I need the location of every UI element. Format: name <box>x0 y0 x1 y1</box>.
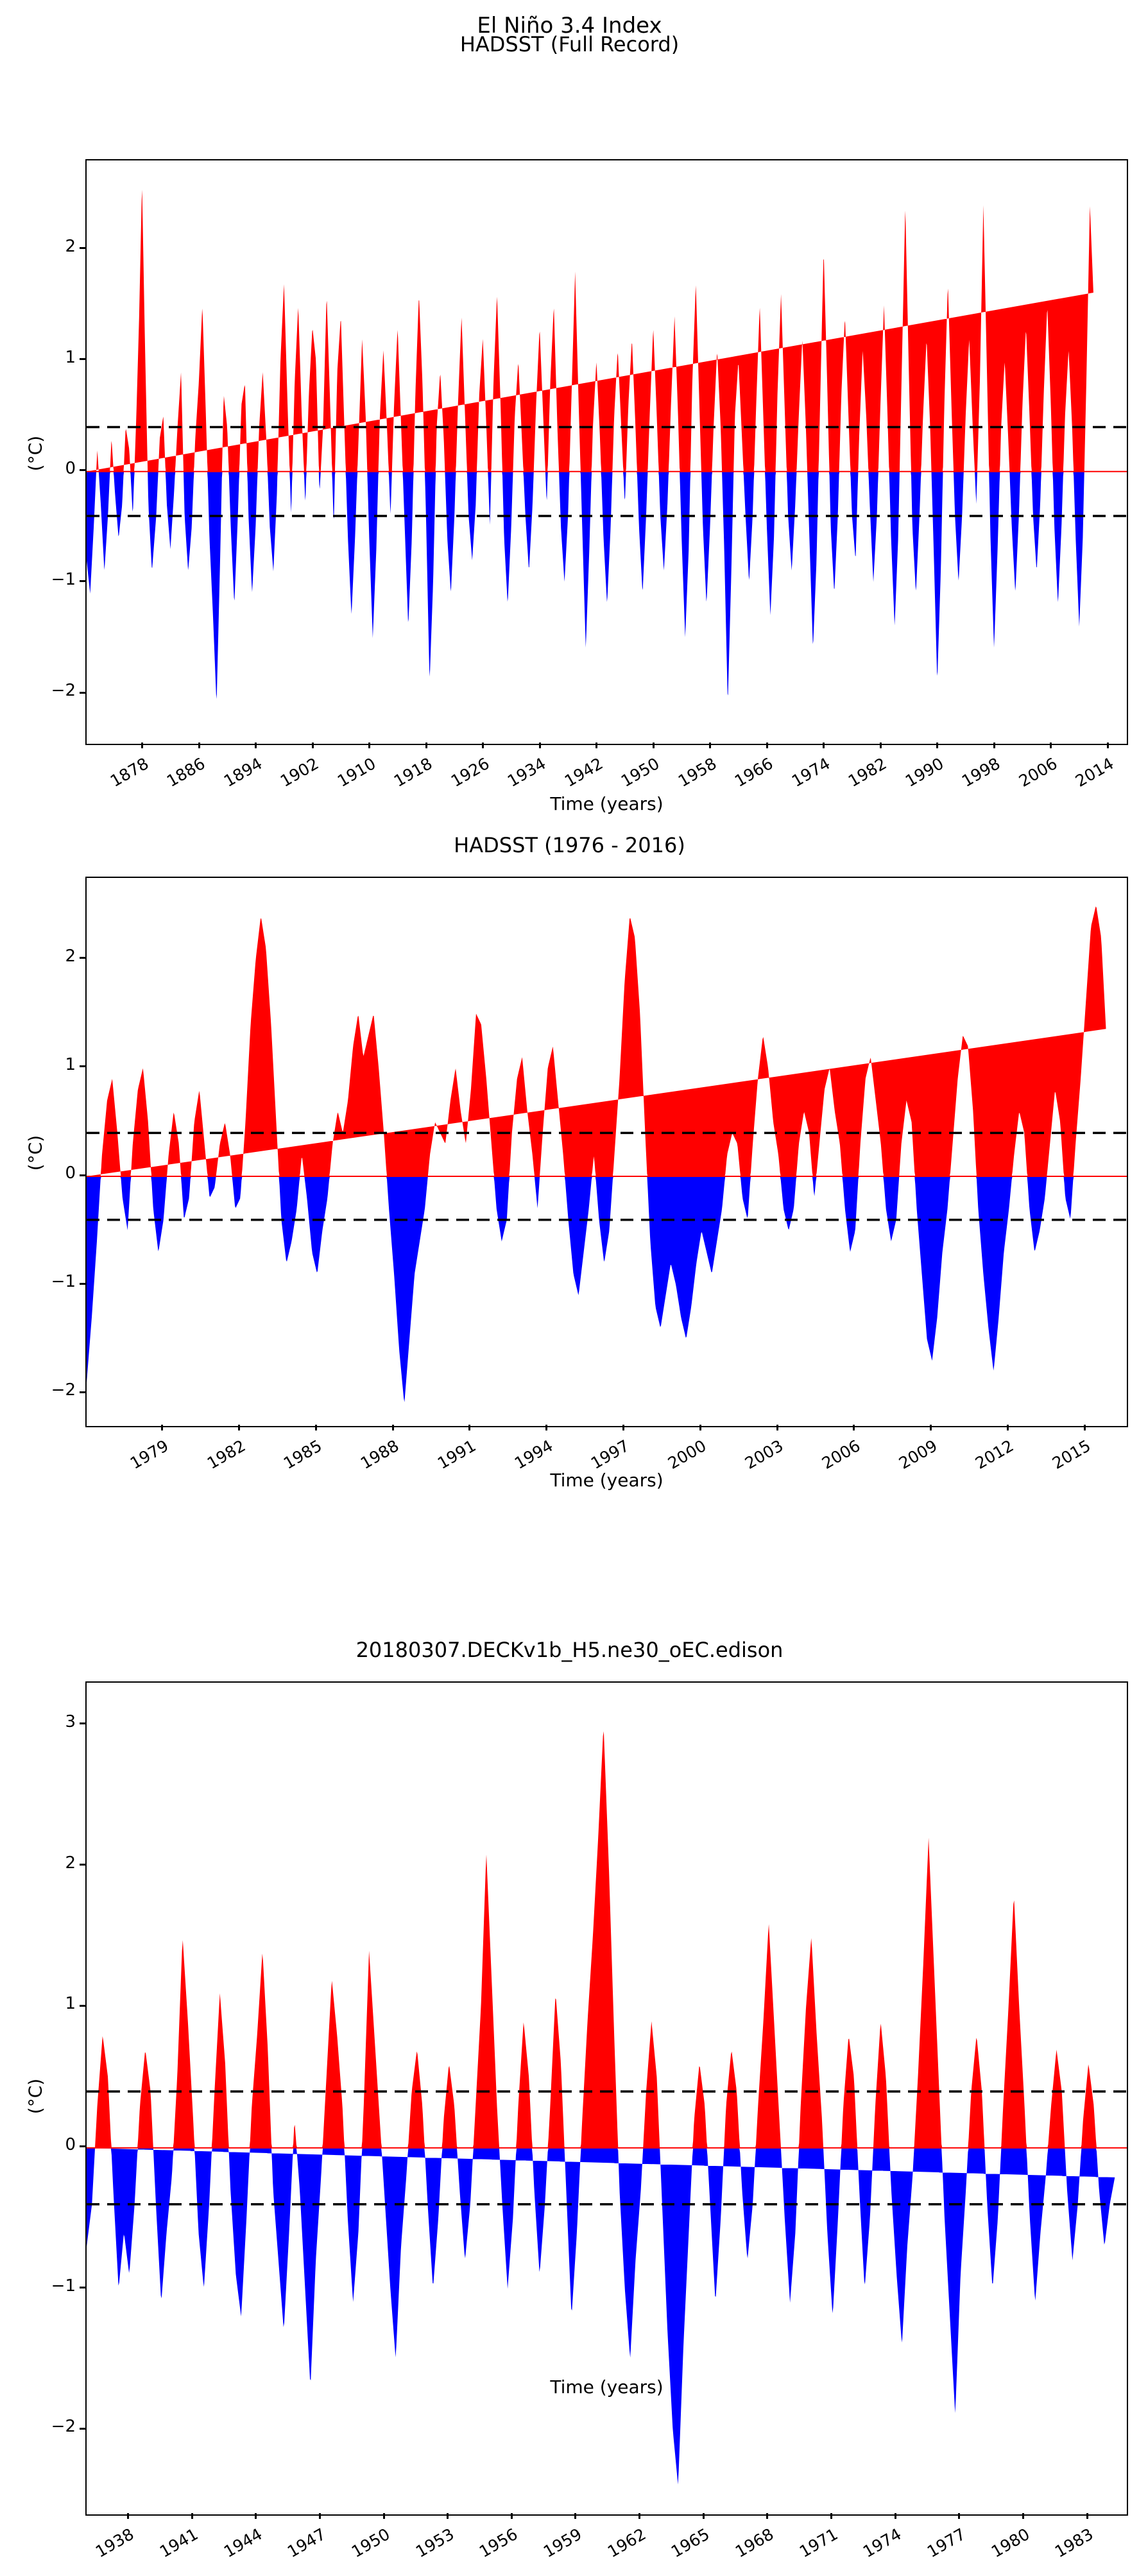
x-tick-label: 1982 <box>203 1436 249 1473</box>
y-tick-mark <box>80 692 85 694</box>
x-tick-mark <box>776 1425 778 1430</box>
y-tick-mark <box>80 1174 85 1176</box>
x-tick-mark <box>468 1425 470 1430</box>
x-tick-mark <box>880 743 882 748</box>
x-tick-label: 1950 <box>348 2525 393 2561</box>
x-tick-label: 1947 <box>284 2525 329 2561</box>
x-tick-label: 2003 <box>741 1436 787 1473</box>
x-tick-mark <box>699 1425 701 1430</box>
y-tick-mark <box>80 957 85 959</box>
x-tick-mark <box>1086 2513 1088 2519</box>
x-tick-label: 1894 <box>220 754 266 791</box>
x-tick-mark <box>830 2513 832 2519</box>
x-tick-mark <box>141 743 143 748</box>
y-tick-mark <box>80 469 85 471</box>
x-tick-label: 1938 <box>92 2525 137 2561</box>
positive-anomaly-area <box>87 1731 1115 2148</box>
x-tick-label: 2006 <box>1015 754 1061 791</box>
y-axis-label: (°C) <box>24 435 46 472</box>
x-tick-mark <box>191 2513 193 2519</box>
positive-anomaly-area <box>87 906 1106 1176</box>
y-tick-label: 0 <box>65 458 76 478</box>
plot-area[interactable] <box>85 877 1128 1427</box>
x-tick-label: 1956 <box>476 2525 521 2561</box>
x-tick-mark <box>1007 1425 1009 1430</box>
panel-deck-simulation <box>0 1611 1139 2561</box>
panel-title: HADSST (1976 - 2016) <box>454 833 685 857</box>
negative-anomaly-area <box>87 2148 1115 2484</box>
x-tick-label: 1902 <box>277 754 322 791</box>
x-tick-label: 2009 <box>895 1436 941 1473</box>
negative-anomaly-area <box>87 1176 1106 1402</box>
x-tick-mark <box>255 743 257 748</box>
y-tick-label: 0 <box>65 1163 76 1183</box>
y-tick-mark <box>80 1391 85 1393</box>
negative-anomaly-area <box>87 472 1093 699</box>
x-tick-mark <box>368 743 370 748</box>
x-tick-mark <box>958 2513 960 2519</box>
y-tick-mark <box>80 1864 85 1866</box>
x-axis-label: Time (years) <box>550 1470 664 1491</box>
x-tick-label: 1959 <box>540 2525 585 2561</box>
series-canvas <box>87 878 1127 1426</box>
x-tick-mark <box>545 1425 547 1430</box>
y-axis-label: (°C) <box>24 1135 46 1171</box>
x-tick-mark <box>930 1425 932 1430</box>
x-tick-mark <box>595 743 597 748</box>
x-tick-mark <box>447 2513 449 2519</box>
x-tick-label: 1991 <box>434 1436 479 1473</box>
y-tick-label: 0 <box>65 2134 76 2154</box>
x-tick-label: 1966 <box>732 754 776 791</box>
y-tick-mark <box>80 2428 85 2430</box>
x-tick-label: 1934 <box>504 754 549 791</box>
x-tick-label: 1968 <box>732 2525 777 2561</box>
x-tick-label: 1926 <box>447 754 493 791</box>
y-tick-mark <box>80 358 85 360</box>
y-tick-label: −1 <box>51 2276 76 2296</box>
y-tick-mark <box>80 1722 85 1724</box>
x-tick-label: 1977 <box>923 2525 969 2561</box>
panel-hadsst-1976-2016 <box>0 815 1139 1611</box>
x-tick-label: 1974 <box>860 2525 905 2561</box>
x-tick-mark <box>198 743 200 748</box>
x-tick-mark <box>638 2513 640 2519</box>
y-tick-mark <box>80 2145 85 2147</box>
x-tick-mark <box>574 2513 576 2519</box>
x-tick-label: 1910 <box>334 754 379 791</box>
x-tick-label: 1953 <box>412 2525 458 2561</box>
x-tick-label: 1994 <box>511 1436 556 1473</box>
x-axis-label: Time (years) <box>550 2376 664 2398</box>
y-tick-label: 3 <box>65 1712 76 1731</box>
x-tick-mark <box>709 743 711 748</box>
x-tick-label: 1990 <box>902 754 947 791</box>
x-tick-label: 2015 <box>1049 1436 1094 1473</box>
x-tick-mark <box>823 743 825 748</box>
x-tick-label: 1962 <box>604 2525 649 2561</box>
x-tick-label: 1918 <box>391 754 436 791</box>
y-tick-mark <box>80 580 85 582</box>
x-tick-label: 1988 <box>357 1436 402 1473</box>
x-tick-label: 2014 <box>1072 754 1117 791</box>
y-tick-mark <box>80 2287 85 2288</box>
y-tick-mark <box>80 247 85 249</box>
y-tick-mark <box>80 1065 85 1067</box>
y-tick-label: 2 <box>65 236 76 256</box>
panel-hadsst-full-record <box>0 0 1139 815</box>
figure-suptitle: El Niño 3.4 Index <box>477 13 662 39</box>
x-tick-mark <box>653 743 655 748</box>
x-tick-mark <box>319 2513 321 2519</box>
x-tick-label: 1944 <box>220 2525 266 2561</box>
y-tick-label: −1 <box>51 569 76 589</box>
x-tick-mark <box>1084 1425 1086 1430</box>
y-tick-label: 1 <box>65 1054 76 1074</box>
x-tick-label: 1950 <box>618 754 663 791</box>
x-tick-label: 1886 <box>163 754 209 791</box>
y-tick-mark <box>80 1283 85 1285</box>
x-tick-label: 1985 <box>280 1436 325 1473</box>
x-tick-mark <box>392 1425 394 1430</box>
y-tick-label: 1 <box>65 347 76 367</box>
positive-anomaly-area <box>87 190 1093 472</box>
y-tick-label: −2 <box>51 1380 76 1400</box>
y-tick-label: −2 <box>51 681 76 701</box>
x-tick-mark <box>895 2513 896 2519</box>
x-tick-label: 1998 <box>959 754 1004 791</box>
x-tick-label: 1971 <box>796 2525 841 2561</box>
x-tick-mark <box>766 743 768 748</box>
x-tick-mark <box>255 2513 257 2519</box>
x-tick-label: 2000 <box>665 1436 710 1473</box>
plot-area[interactable] <box>85 159 1128 745</box>
x-tick-mark <box>993 743 995 748</box>
x-tick-label: 1965 <box>668 2525 713 2561</box>
x-tick-mark <box>511 2513 513 2519</box>
panel-title: HADSST (Full Record) <box>459 32 680 56</box>
x-tick-label: 2012 <box>972 1436 1017 1473</box>
x-tick-mark <box>312 743 314 748</box>
y-tick-mark <box>80 2005 85 2007</box>
x-tick-mark <box>238 1425 240 1430</box>
x-tick-label: 1942 <box>561 754 606 791</box>
panel-title: 20180307.DECKv1b_H5.ne30_oEC.edison <box>355 1638 784 1662</box>
x-tick-label: 1958 <box>674 754 720 791</box>
x-tick-mark <box>936 743 938 748</box>
x-tick-mark <box>766 2513 768 2519</box>
x-tick-mark <box>127 2513 129 2519</box>
x-tick-label: 1980 <box>988 2525 1033 2561</box>
x-axis-label: Time (years) <box>550 793 664 814</box>
x-tick-label: 1997 <box>588 1436 633 1473</box>
x-tick-mark <box>383 2513 385 2519</box>
y-axis-label: (°C) <box>24 2078 46 2115</box>
x-tick-mark <box>1050 743 1052 748</box>
series-canvas <box>87 160 1127 744</box>
x-tick-mark <box>425 743 427 748</box>
y-tick-label: 2 <box>65 946 76 966</box>
x-tick-label: 1982 <box>845 754 890 791</box>
x-tick-mark <box>161 1425 163 1430</box>
x-tick-mark <box>703 2513 705 2519</box>
x-tick-mark <box>853 1425 855 1430</box>
x-tick-mark <box>622 1425 624 1430</box>
x-tick-mark <box>315 1425 317 1430</box>
y-tick-label: 2 <box>65 1853 76 1873</box>
y-tick-label: 1 <box>65 1994 76 2014</box>
y-tick-label: −2 <box>51 2417 76 2437</box>
x-tick-mark <box>1022 2513 1024 2519</box>
x-tick-mark <box>1107 743 1109 748</box>
x-tick-mark <box>539 743 541 748</box>
x-tick-label: 1878 <box>107 754 152 791</box>
x-tick-label: 1941 <box>156 2525 201 2561</box>
x-tick-label: 2006 <box>818 1436 864 1473</box>
x-tick-mark <box>482 743 484 748</box>
y-tick-label: −1 <box>51 1272 76 1292</box>
x-tick-label: 1974 <box>788 754 834 791</box>
x-tick-label: 1979 <box>126 1436 172 1473</box>
x-tick-label: 1983 <box>1052 2525 1097 2561</box>
